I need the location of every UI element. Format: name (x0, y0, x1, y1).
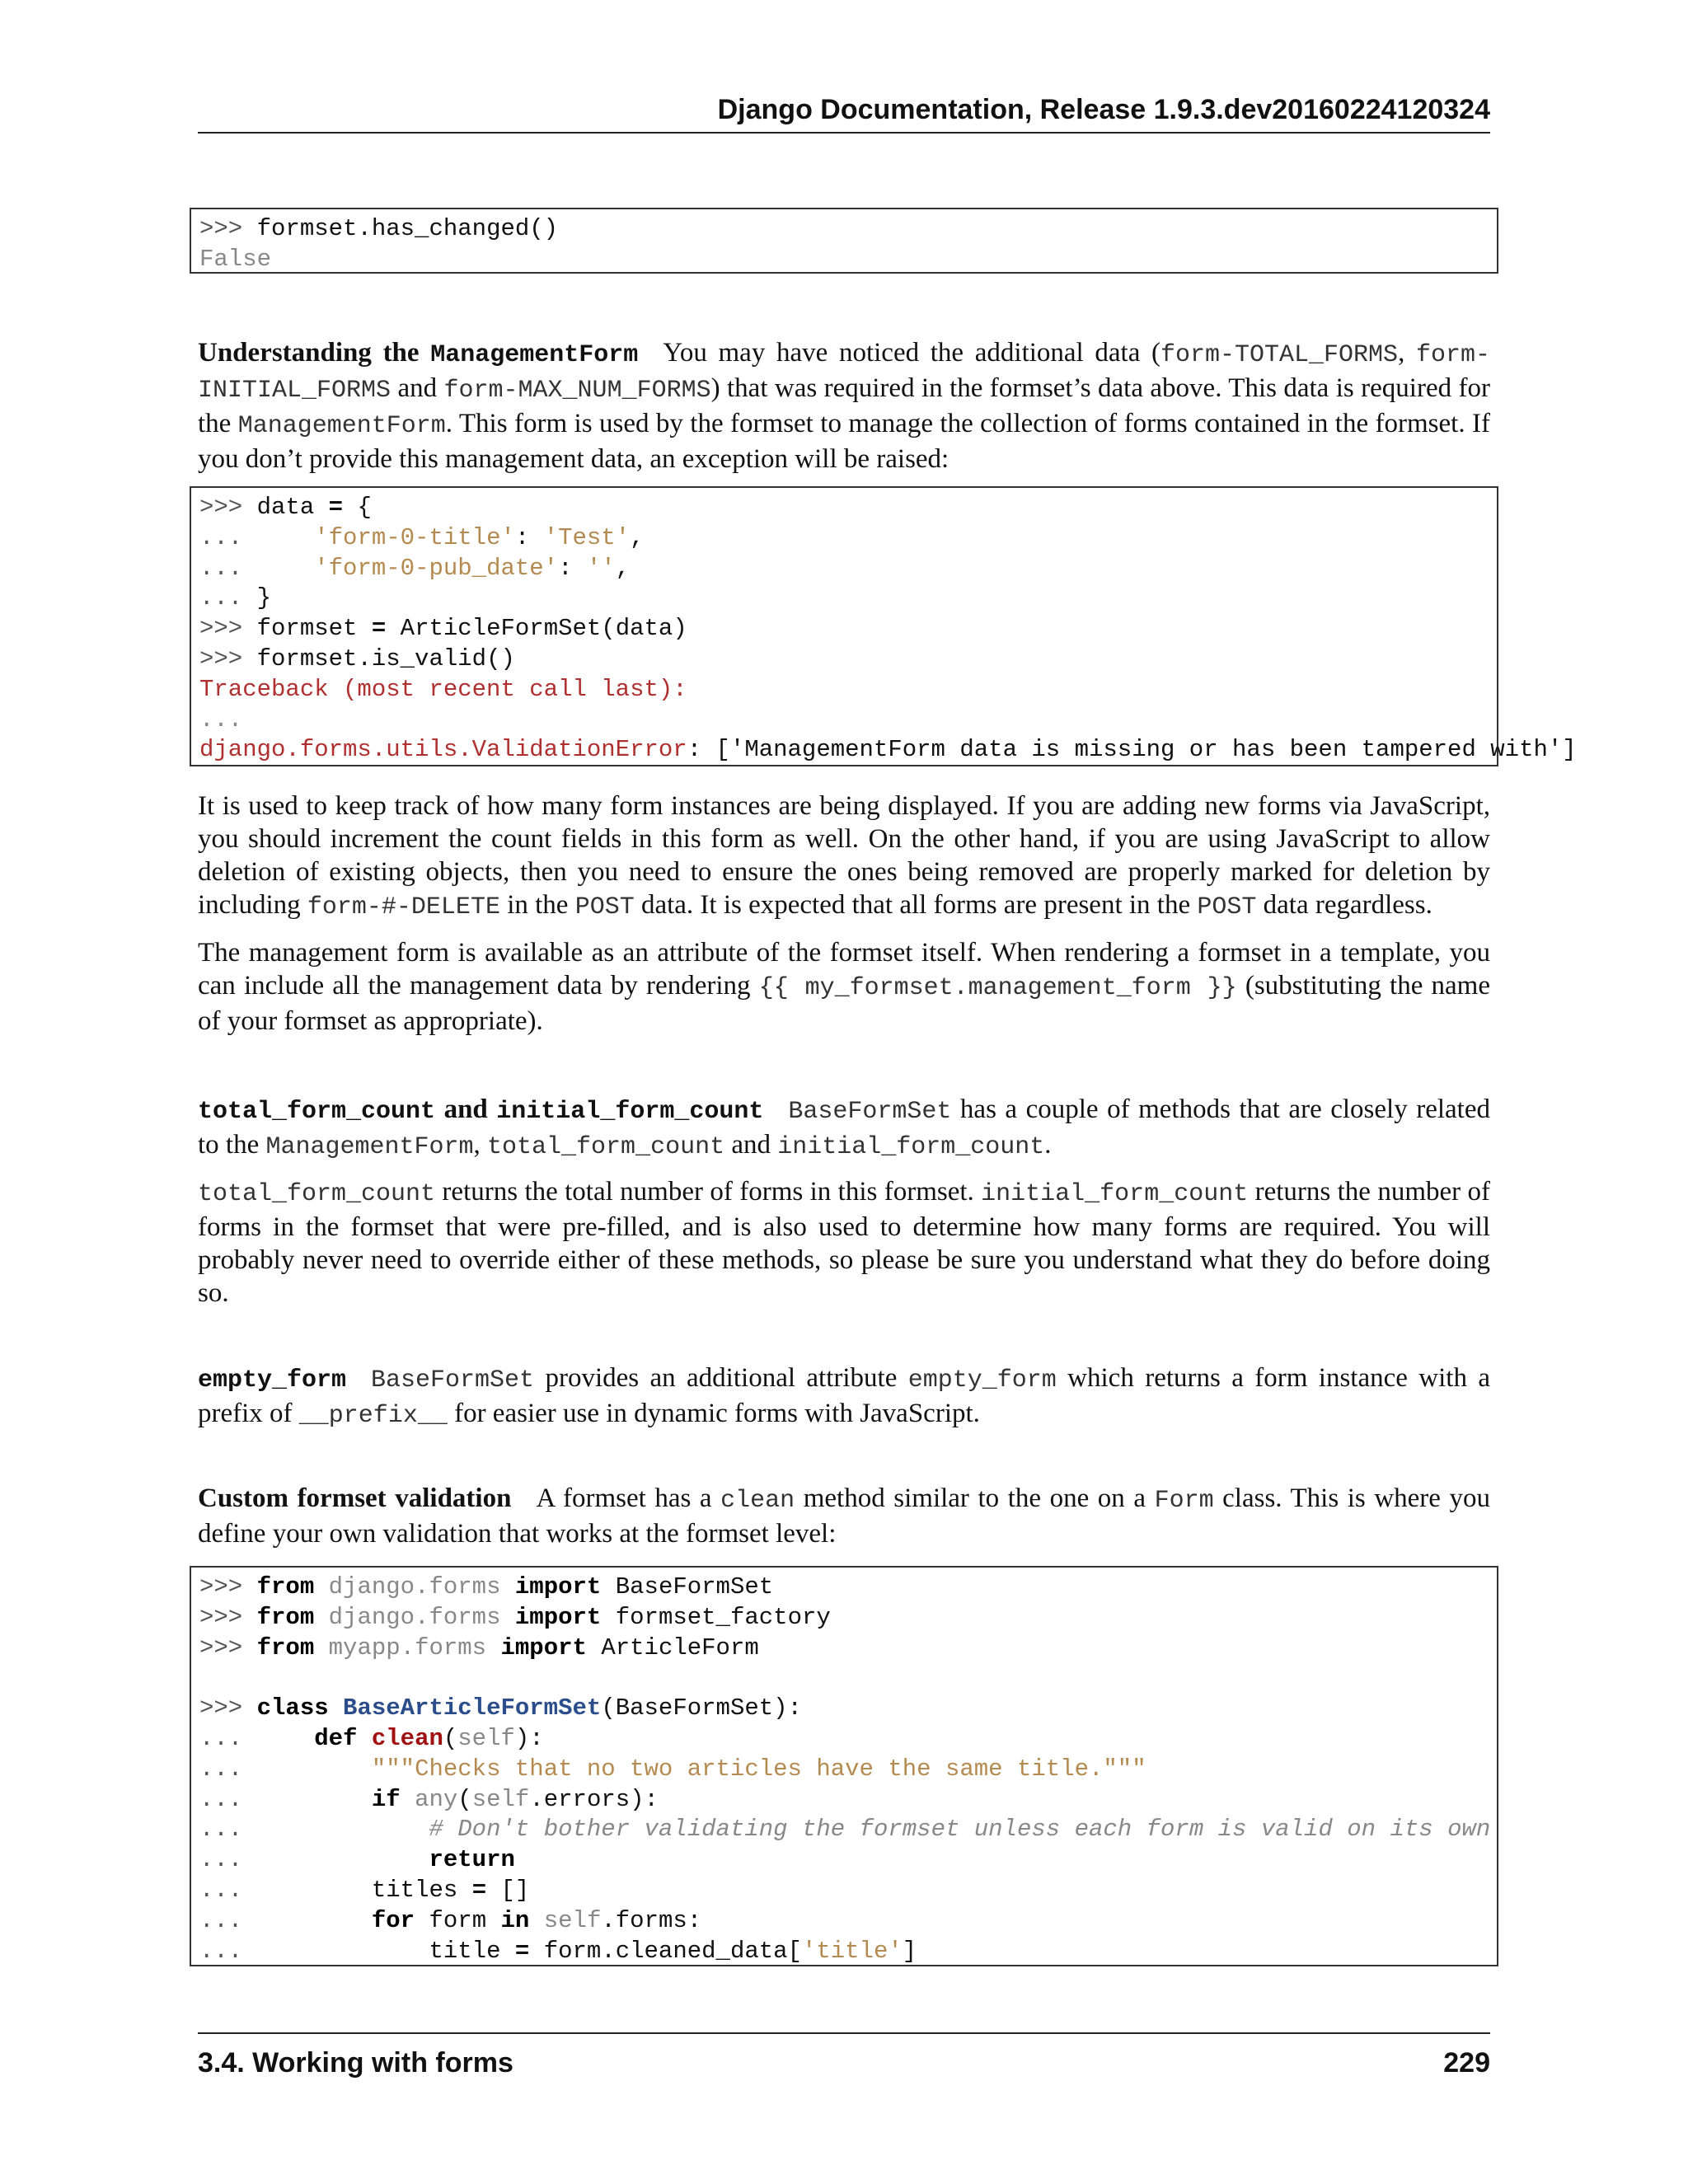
code-block-management-error: >>> data = { ... 'form-0-title': 'Test', ... 'form-0-pub_date': '', ... } >>> formset = ArticleFormSet(data) >>> formset.is_valid() Traceback (most recent call last): ... django.forms.utils.ValidationError: ['ManagementForm data is missing or has been tampered with'] (190, 486, 1498, 766)
section-heading-code: ManagementForm (430, 341, 639, 369)
empty-form-section: empty_form BaseFormSet provides an additional attribute empty_form which returns a form instance with a prefix of __prefix__ for easier use in dynamic forms with JavaScript. (198, 1363, 1491, 1430)
section-heading: Custom formset validation (198, 1483, 512, 1513)
section-heading-code: total_form_count (198, 1098, 436, 1126)
section-heading-code: empty_form (198, 1366, 347, 1394)
code-output: False (199, 245, 272, 273)
code-block-custom-validation: >>> from django.forms import BaseFormSet >>> from django.forms import formset_factory >>> from myapp.forms import ArticleForm >>> class BaseArticleFormSet(BaseFormSet): ... def clean(self): ... """Checks that no two articles have the same title.""" ... if any(self.errors): ... # Don't bother validating the formset unless each form is valid on its own ... return ... titles = [] ... for form in self.forms: ... title = form.cleaned_data['title'] (190, 1566, 1498, 1966)
management-form-section: Understanding the ManagementForm You may have noticed the additional data (form-TOTAL_FORMS, form-INITIAL_FORMS and form-MAX_NUM_FORMS) that was required in the formset’s data above. This data is required for the ManagementForm. This form is used by the formset to manage the collection of forms contained in the formset. If you don’t provide this management data, an exception will be raised: (198, 338, 1491, 474)
section-heading: Understanding the (198, 338, 420, 368)
footer-section: 3.4. Working with forms (198, 2047, 513, 2079)
paragraph-tracking: It is used to keep track of how many form instances are being displayed. If you are adding new forms via JavaScript, you should increment the count fields in this form as well. On the other hand, if you are using JavaScript to allow deletion of existing objects, then you need to ensure the ones being removed are properly marked for deletion by including form-#-DELETE in the POST data. It is expected that all forms are present in the POST data regardless. (198, 791, 1490, 921)
paragraph-management-attribute: The management form is available as an attribute of the formset itself. When rendering a formset in a template, you can include all the management data by rendering {{ my_formset.management_form }} (substituting the name of your formset as appropriate). (198, 938, 1490, 1036)
custom-validation-section: Custom formset validation A formset has a clean method similar to the one on a Form class. This is where you define your own validation that works at the formset level: (198, 1483, 1490, 1549)
form-count-section: total_form_count and initial_form_count BaseFormSet has a couple of methods that are closely related to the ManagementForm, total_form_count and initial_form_count. (198, 1094, 1490, 1161)
page-number: 229 (1443, 2047, 1490, 2079)
header-title: Django Documentation, Release 1.9.3.dev20160224120324 (717, 94, 1490, 125)
code-block-has-changed: >>> formset.has_changed() False (190, 208, 1498, 274)
running-header (198, 92, 1490, 134)
code-line: formset.has_changed() (256, 215, 559, 242)
paragraph-form-count: total_form_count returns the total number of forms in this formset. initial_form_count returns the number of forms in the formset that were pre-filled, and is also used to determine how many forms are required. You will probably never need to override either of these methods, so please be sure you understand what they do before doing so. (198, 1177, 1490, 1308)
running-footer (198, 2032, 1490, 2083)
